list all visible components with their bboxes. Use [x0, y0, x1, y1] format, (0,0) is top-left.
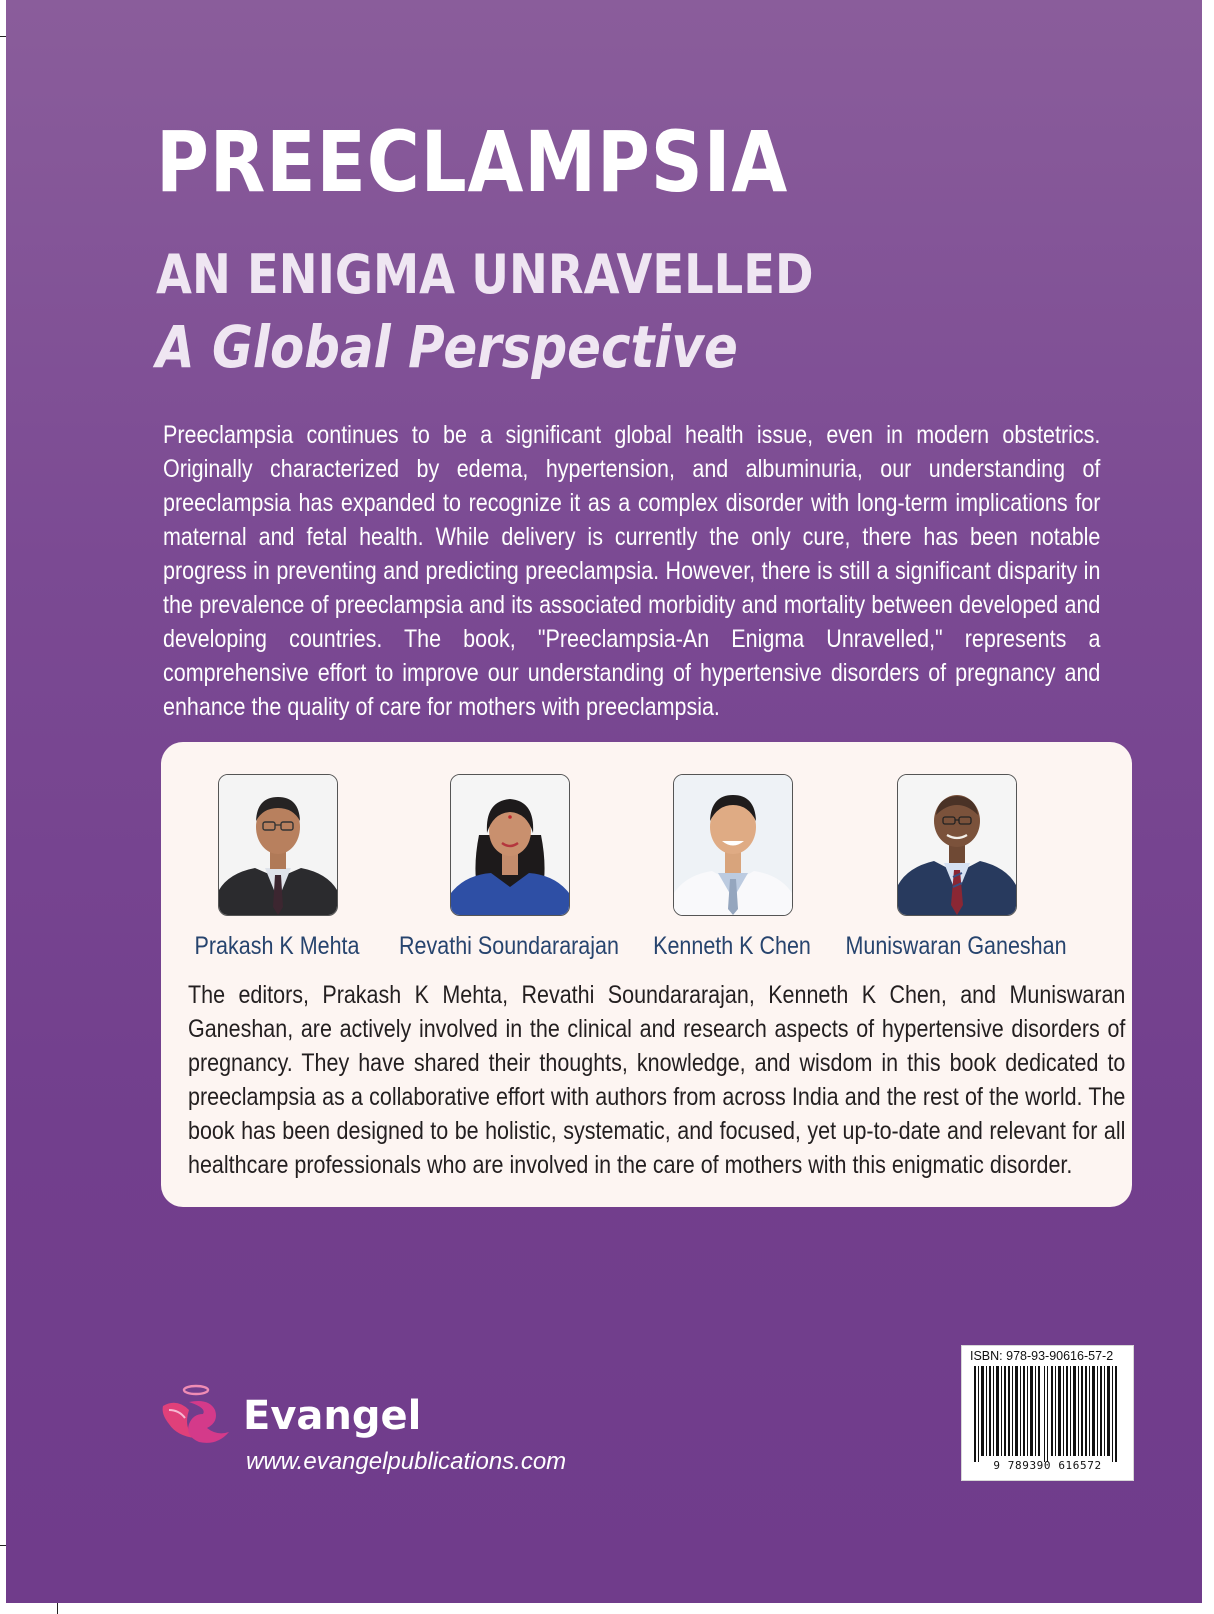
evangel-logo-icon — [159, 1380, 231, 1450]
book-title: PREECLAMPSIA — [156, 113, 789, 211]
editor-photo-prakash — [218, 774, 338, 916]
back-cover — [6, 0, 1202, 1603]
isbn-barcode — [961, 1345, 1134, 1481]
editors-description: The editors, Prakash K Mehta, Revathi Soundararajan, Kenneth K Chen, and Muniswaran Ganeshan, are actively involved in the clinical and research aspects of hypertensive disorders of pregnancy. They have shared their thoughts, knowledge, and wisdom in this book dedicated to preeclampsia as a collaborative effort with authors from across India and the rest of the world. The book has been designed to be holistic, systematic, and focused, yet up-to-date and relevant for all healthcare professionals who are involved in the care of mothers with this enigmatic disorder. — [188, 981, 1126, 1179]
publisher-website: www.evangelpublications.com — [246, 1448, 567, 1475]
editor-name-1: Prakash K Mehta — [194, 932, 360, 960]
barcode-icon — [968, 1366, 1127, 1462]
isbn-number: ISBN: 978-93-90616-57-2 — [970, 1349, 1114, 1363]
crop-mark — [57, 1603, 58, 1614]
crop-mark — [0, 36, 6, 37]
editor-name-3: Kenneth K Chen — [653, 932, 811, 960]
editor-photo-kenneth — [673, 774, 793, 916]
barcode-digits: 9 789390 616572 — [993, 1459, 1102, 1472]
editor-name-2: Revathi Soundararajan — [399, 932, 619, 960]
crop-mark — [0, 1545, 6, 1546]
editor-photo-muniswaran — [897, 774, 1017, 916]
editor-photo-revathi — [450, 774, 570, 916]
publisher-name: Evangel — [243, 1393, 422, 1439]
book-description: Preeclampsia continues to be a significant global health issue, even in modern obstetrics. Originally characterized by edema, hypertension, and albuminuria, our understanding of preeclampsia has expanded to recognize it as a complex disorder with long-term implications for maternal and fetal health. While delivery is currently the only cure, there has been notable progress in preventing and predicting preeclampsia. However, there is still a significant disparity in the prevalence of preeclampsia and its associated morbidity and mortality between developed and developing countries. The book, "Preeclampsia-An Enigma Unravelled," represents a comprehensive effort to improve our understanding of hypertensive disorders of pregnancy and enhance the quality of care for mothers with preeclampsia. — [163, 421, 1101, 721]
editors-panel — [161, 742, 1132, 1207]
book-tagline: A Global Perspective — [156, 313, 738, 381]
editor-name-4: Muniswaran Ganeshan — [845, 932, 1067, 960]
book-subtitle: AN ENIGMA UNRAVELLED — [156, 243, 814, 306]
